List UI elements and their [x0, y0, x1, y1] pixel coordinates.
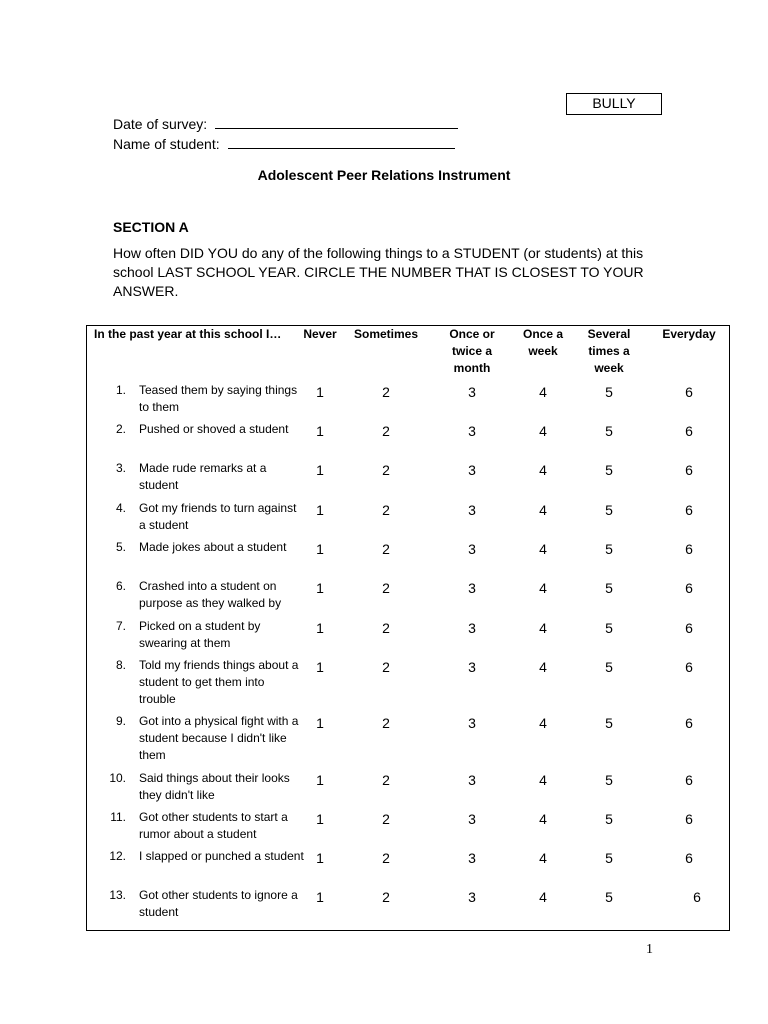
- rating-option-5[interactable]: 5: [605, 580, 613, 596]
- rating-option-3[interactable]: 3: [468, 715, 476, 731]
- rating-option-1[interactable]: 1: [316, 580, 324, 596]
- rating-option-2[interactable]: 2: [382, 811, 390, 827]
- rating-option-5[interactable]: 5: [605, 889, 613, 905]
- item-text: Made rude remarks at a student: [139, 461, 267, 492]
- item-number: 6.: [115, 579, 126, 593]
- rating-option-4[interactable]: 4: [539, 423, 547, 439]
- name-of-student-field[interactable]: [113, 136, 455, 152]
- item-text: Made jokes about a student: [139, 540, 287, 554]
- rating-option-1[interactable]: 1: [316, 423, 324, 439]
- rating-option-4[interactable]: 4: [539, 659, 547, 675]
- rating-option-2[interactable]: 2: [382, 889, 390, 905]
- rating-option-1[interactable]: 1: [316, 811, 324, 827]
- item-text: Got my friends to turn against a student: [139, 501, 297, 532]
- rating-option-2[interactable]: 2: [382, 502, 390, 518]
- item-text: I slapped or punched a student: [139, 849, 304, 863]
- rating-option-3[interactable]: 3: [468, 580, 476, 596]
- rating-option-6[interactable]: 6: [685, 462, 693, 478]
- rating-option-1[interactable]: 1: [316, 850, 324, 866]
- item-number: 13.: [109, 888, 126, 902]
- rating-option-4[interactable]: 4: [539, 850, 547, 866]
- rating-option-5[interactable]: 5: [605, 811, 613, 827]
- rating-option-4[interactable]: 4: [539, 772, 547, 788]
- document-title: Adolescent Peer Relations Instrument: [257, 167, 511, 183]
- rating-option-6[interactable]: 6: [685, 772, 693, 788]
- survey-table: [86, 325, 730, 931]
- rating-option-2[interactable]: 2: [382, 620, 390, 636]
- rating-option-4[interactable]: 4: [539, 811, 547, 827]
- rating-option-5[interactable]: 5: [605, 502, 613, 518]
- rating-option-5[interactable]: 5: [605, 384, 613, 400]
- rating-option-5[interactable]: 5: [605, 715, 613, 731]
- rating-option-5[interactable]: 5: [605, 620, 613, 636]
- item-text: Got other students to ignore a student: [139, 888, 298, 919]
- date-of-survey-label: Date of survey:: [113, 116, 208, 132]
- item-text: Picked on a student by swearing at them: [139, 619, 261, 650]
- rating-option-5[interactable]: 5: [605, 772, 613, 788]
- item-number: 5.: [115, 540, 126, 554]
- name-of-student-label: Name of student:: [113, 136, 220, 152]
- item-number: 3.: [115, 461, 126, 475]
- rating-option-2[interactable]: 2: [382, 580, 390, 596]
- rating-option-2[interactable]: 2: [382, 384, 390, 400]
- item-text: Got into a physical fight with a student because I didn't like them: [139, 714, 299, 762]
- column-header-never: Never: [303, 327, 337, 341]
- rating-option-5[interactable]: 5: [605, 850, 613, 866]
- rating-option-2[interactable]: 2: [382, 659, 390, 675]
- rating-option-3[interactable]: 3: [468, 772, 476, 788]
- rating-option-1[interactable]: 1: [316, 462, 324, 478]
- rating-option-6[interactable]: 6: [685, 580, 693, 596]
- rating-option-6[interactable]: 6: [685, 850, 693, 866]
- rating-option-3[interactable]: 3: [468, 620, 476, 636]
- page-number: 1: [646, 942, 653, 957]
- rating-option-4[interactable]: 4: [539, 715, 547, 731]
- item-number: 4.: [115, 501, 126, 515]
- item-text: Got other students to start a rumor about a student: [139, 810, 288, 841]
- section-instructions: How often DID YOU do any of the following things to a STUDENT (or students) at this school LAST SCHOOL YEAR. CIRCLE THE NUMBER THAT IS CLOSEST TO YOUR ANSWER.: [113, 245, 644, 299]
- rating-option-4[interactable]: 4: [539, 384, 547, 400]
- rating-option-3[interactable]: 3: [468, 811, 476, 827]
- rating-option-3[interactable]: 3: [468, 462, 476, 478]
- rating-option-6[interactable]: 6: [685, 384, 693, 400]
- rating-option-3[interactable]: 3: [468, 889, 476, 905]
- rating-option-5[interactable]: 5: [605, 423, 613, 439]
- item-number: 1.: [115, 383, 126, 397]
- rating-option-4[interactable]: 4: [539, 889, 547, 905]
- name-of-student-line[interactable]: [228, 136, 455, 149]
- item-number: 7.: [115, 619, 126, 633]
- date-of-survey-line[interactable]: [215, 116, 458, 129]
- rating-option-3[interactable]: 3: [468, 502, 476, 518]
- item-number: 8.: [115, 658, 126, 672]
- rating-option-1[interactable]: 1: [316, 502, 324, 518]
- rating-option-6[interactable]: 6: [685, 541, 693, 557]
- rating-option-4[interactable]: 4: [539, 541, 547, 557]
- rating-option-5[interactable]: 5: [605, 659, 613, 675]
- rating-option-6[interactable]: 6: [685, 659, 693, 675]
- rating-option-6[interactable]: 6: [685, 811, 693, 827]
- bully-label-box: BULLY: [566, 93, 662, 115]
- rating-option-3[interactable]: 3: [468, 541, 476, 557]
- column-header-several-times-week: Several times a week: [587, 327, 631, 375]
- rating-option-6[interactable]: 6: [693, 889, 701, 905]
- rating-option-1[interactable]: 1: [316, 889, 324, 905]
- rating-option-1[interactable]: 1: [316, 541, 324, 557]
- rating-option-5[interactable]: 5: [605, 541, 613, 557]
- column-header-once-twice-month: Once or twice a month: [449, 327, 495, 375]
- column-header-sometimes: Sometimes: [353, 327, 419, 341]
- column-header-once-a-week: Once a week: [522, 327, 564, 358]
- item-number: 12.: [109, 849, 126, 863]
- rating-option-6[interactable]: 6: [685, 620, 693, 636]
- rating-option-6[interactable]: 6: [685, 715, 693, 731]
- item-text: Said things about their looks they didn't like: [139, 771, 290, 802]
- rating-option-3[interactable]: 3: [468, 659, 476, 675]
- item-number: 9.: [115, 714, 126, 728]
- rating-option-2[interactable]: 2: [382, 462, 390, 478]
- rating-option-1[interactable]: 1: [316, 620, 324, 636]
- rating-option-3[interactable]: 3: [468, 423, 476, 439]
- rating-option-4[interactable]: 4: [539, 502, 547, 518]
- item-number: 11.: [110, 810, 126, 824]
- item-text: Told my friends things about a student to get them into trouble: [139, 658, 299, 706]
- rating-option-2[interactable]: 2: [382, 541, 390, 557]
- table-lead-header: In the past year at this school I…: [94, 327, 282, 341]
- rating-option-3[interactable]: 3: [468, 384, 476, 400]
- rating-option-2[interactable]: 2: [382, 715, 390, 731]
- rating-option-6[interactable]: 6: [685, 502, 693, 518]
- rating-option-2[interactable]: 2: [382, 423, 390, 439]
- item-text: Crashed into a student on purpose as they walked by: [139, 579, 282, 610]
- section-title: SECTION A: [113, 219, 189, 235]
- date-of-survey-field[interactable]: [113, 116, 458, 132]
- rating-option-5[interactable]: 5: [605, 462, 613, 478]
- rating-option-4[interactable]: 4: [539, 620, 547, 636]
- rating-option-1[interactable]: 1: [316, 384, 324, 400]
- rating-option-6[interactable]: 6: [685, 423, 693, 439]
- rating-option-2[interactable]: 2: [382, 850, 390, 866]
- item-number: 2.: [115, 422, 126, 436]
- item-number: 10.: [109, 771, 126, 785]
- rating-option-1[interactable]: 1: [316, 772, 324, 788]
- rating-option-1[interactable]: 1: [316, 659, 324, 675]
- column-header-everyday: Everyday: [662, 327, 716, 341]
- rating-option-2[interactable]: 2: [382, 772, 390, 788]
- item-text: Teased them by saying things to them: [139, 383, 298, 414]
- rating-option-3[interactable]: 3: [468, 850, 476, 866]
- rating-option-4[interactable]: 4: [539, 580, 547, 596]
- rating-option-4[interactable]: 4: [539, 462, 547, 478]
- item-text: Pushed or shoved a student: [139, 422, 289, 436]
- rating-option-1[interactable]: 1: [316, 715, 324, 731]
